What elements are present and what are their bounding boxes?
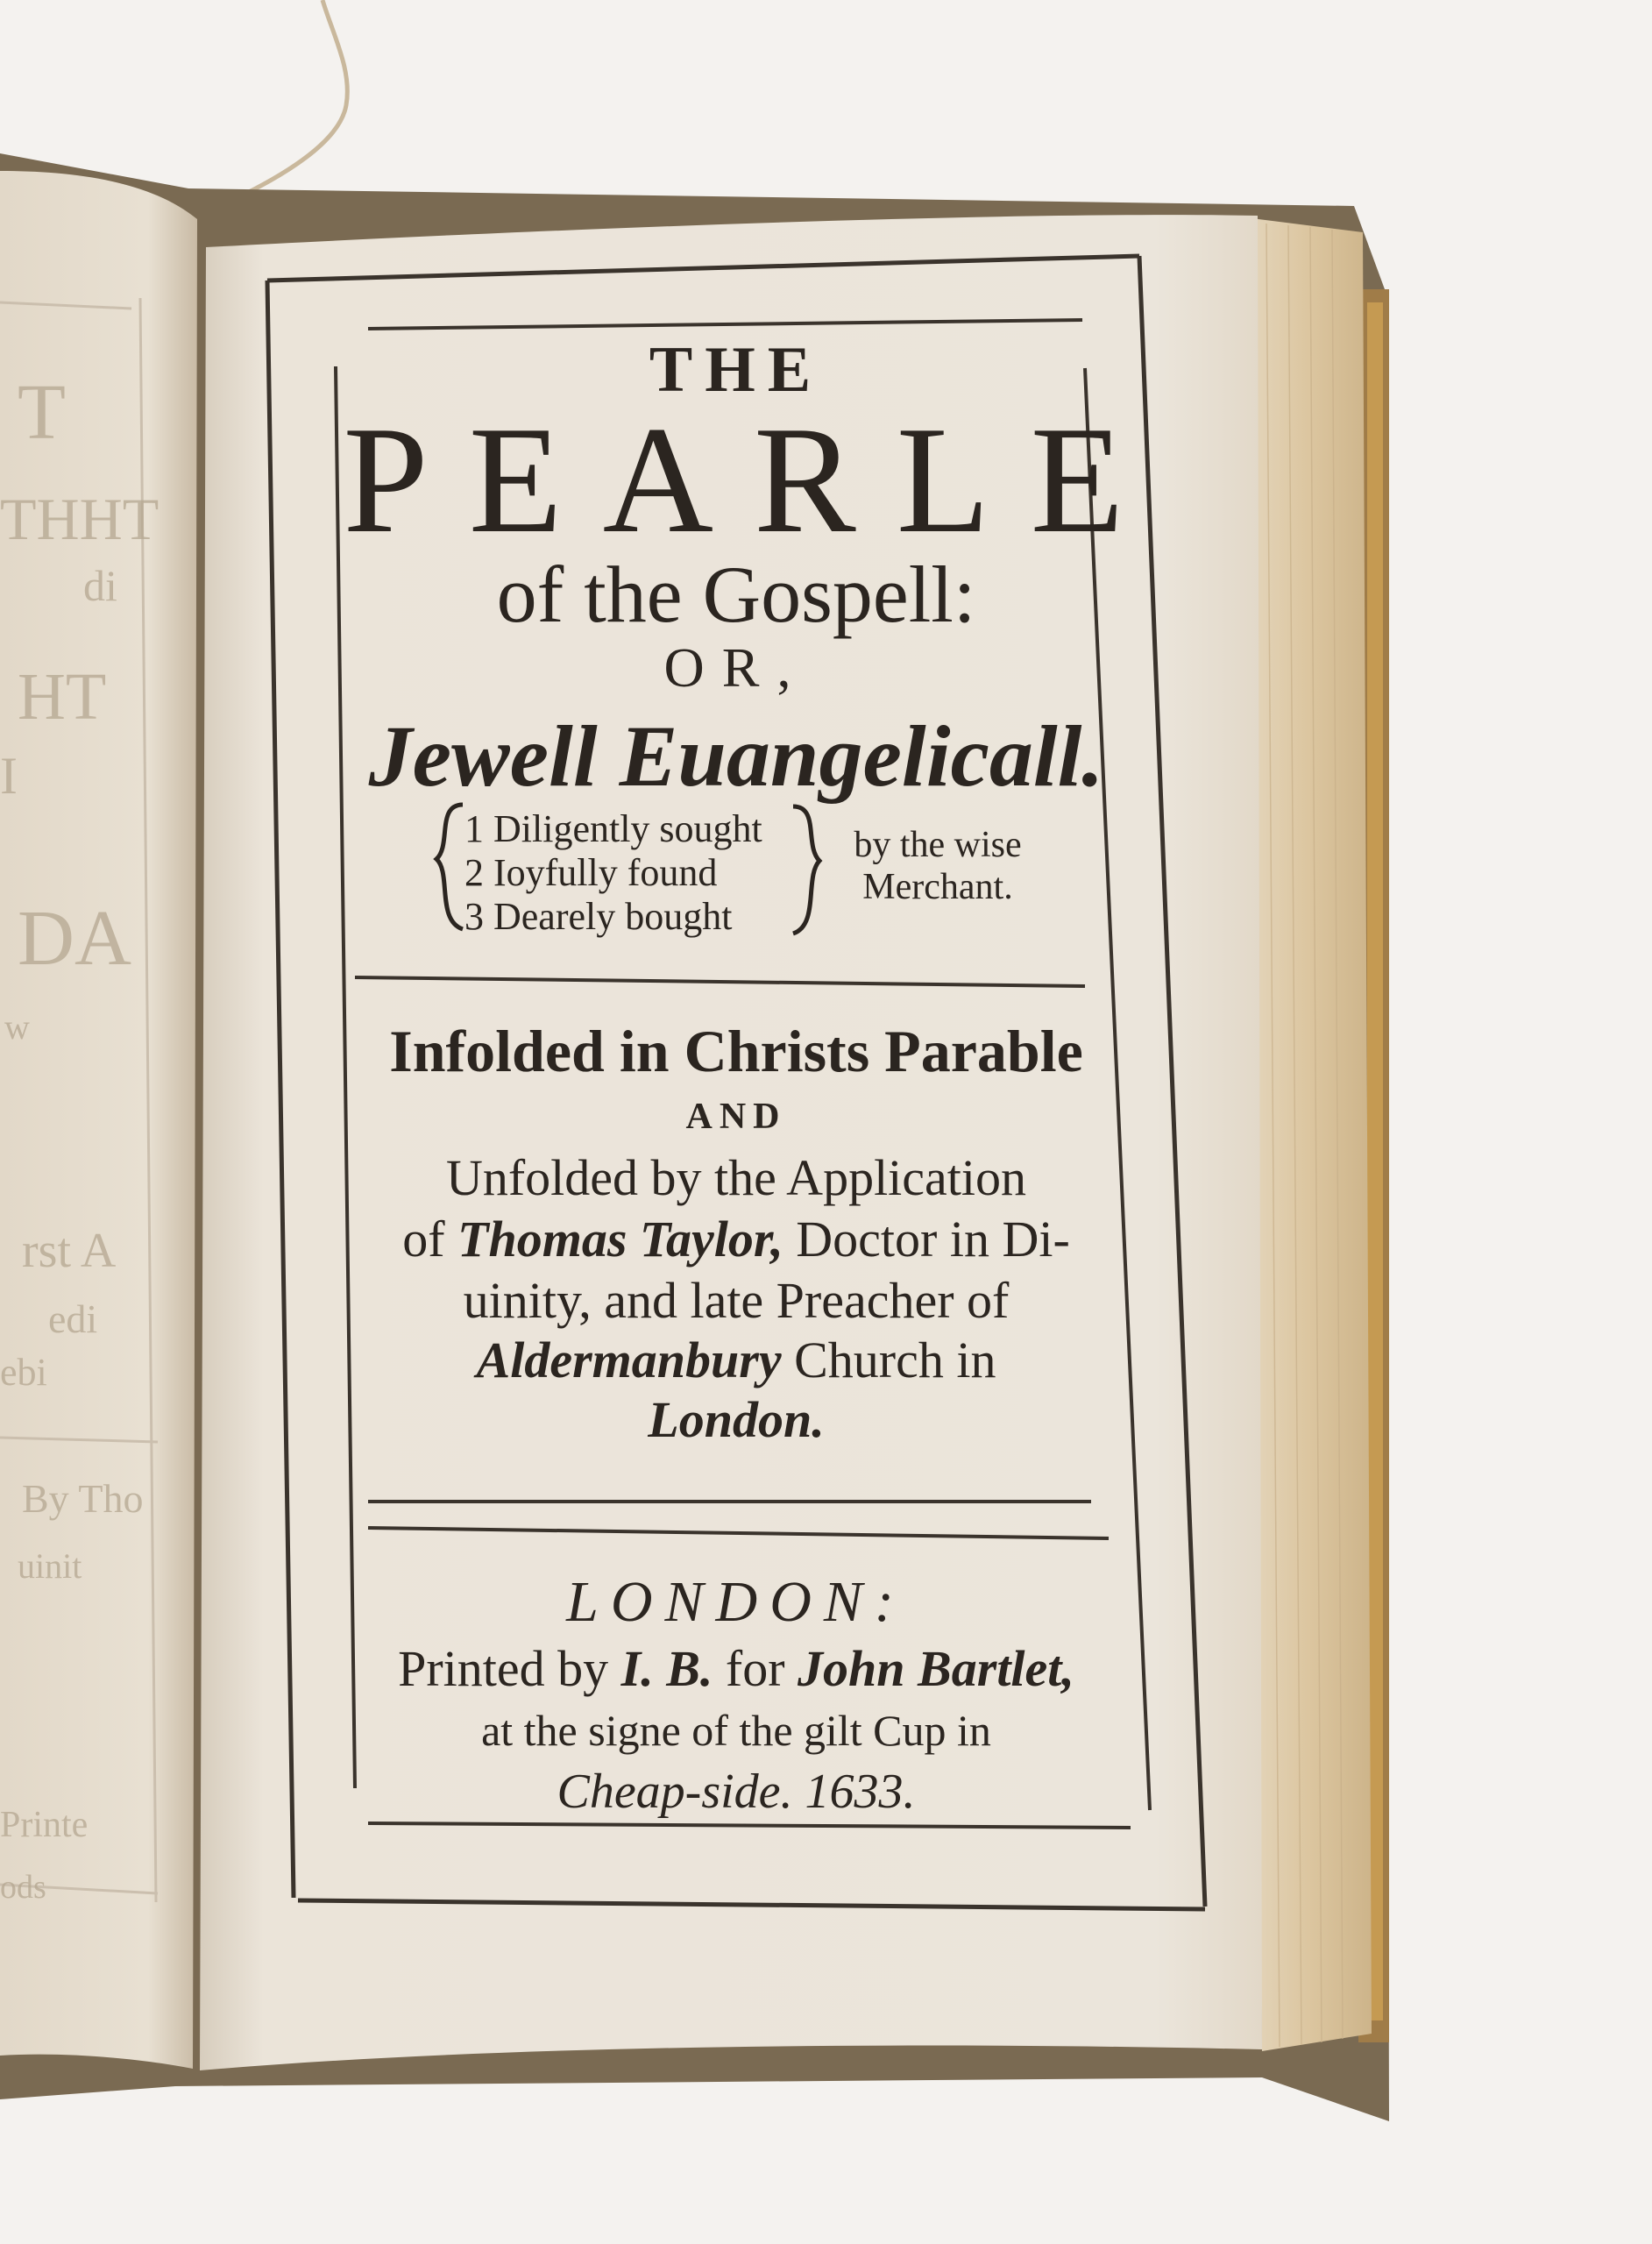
left-fragment-14: ods xyxy=(0,1869,46,1906)
title-gospell: of the Gospell: xyxy=(496,550,976,639)
left-fragment-11: By Tho xyxy=(22,1476,144,1521)
left-fragment-1: T xyxy=(18,369,66,456)
church-line xyxy=(263,1331,1209,1389)
page-edges xyxy=(1244,217,1372,2051)
title-pearle: PEARLE xyxy=(343,394,1165,565)
left-fragment-6: DA xyxy=(18,895,131,982)
left-fragment-8: rst A xyxy=(22,1224,117,1278)
london-line: London. xyxy=(648,1391,825,1448)
author-name: Thomas Taylor, xyxy=(457,1211,783,1268)
left-fragment-9: edi xyxy=(48,1296,98,1341)
left-fragment-4: HT xyxy=(18,660,107,734)
doctor-text: Doctor in Di- xyxy=(796,1211,1070,1268)
uinity-line: uinity, and late Preacher of xyxy=(463,1272,1010,1329)
of-word: of xyxy=(402,1211,445,1268)
printed-by-line xyxy=(263,1639,1209,1698)
and-line: AND xyxy=(685,1097,787,1137)
church-in: Church in xyxy=(794,1331,996,1388)
title-or: OR, xyxy=(663,636,809,699)
infolded-line: Infolded in Christs Parable xyxy=(389,1018,1083,1084)
unfolded-line: Unfolded by the Application xyxy=(445,1149,1027,1206)
cheapside-line xyxy=(263,1764,1209,1820)
list-item: 1 Diligently sought xyxy=(464,807,762,850)
printed-by: Printed by xyxy=(398,1640,609,1697)
title-page xyxy=(263,263,1209,1911)
left-fragment-3: di xyxy=(83,561,117,610)
publisher: John Bartlet, xyxy=(798,1640,1074,1697)
imprint-city: LONDON: xyxy=(566,1570,906,1634)
sought-found-bought-list xyxy=(438,802,1034,951)
cheapside: Cheap-side. xyxy=(557,1765,793,1819)
title-the: THE xyxy=(649,334,824,406)
wise-merchant: by the wise Merchant. xyxy=(854,825,1022,908)
left-fragment-12: uinit xyxy=(18,1546,82,1586)
year: 1633. xyxy=(805,1765,916,1819)
list-item: 3 Dearely bought xyxy=(464,895,733,938)
left-fragment-5: I xyxy=(0,747,18,805)
church-name: Aldermanbury xyxy=(476,1331,782,1388)
printer: I. B. xyxy=(620,1640,713,1697)
left-fragment-13: Printe xyxy=(0,1805,89,1845)
list-item: 2 Ioyfully found xyxy=(464,851,718,894)
for-word: for xyxy=(725,1640,785,1697)
left-fragment-10: ebi xyxy=(0,1351,47,1394)
signe-line: at the signe of the gilt Cup in xyxy=(481,1706,991,1755)
author-line xyxy=(263,1210,1209,1268)
left-fragment-2: THHT xyxy=(0,486,160,552)
title-jewell: Jewell Euangelicall. xyxy=(368,707,1104,805)
left-fragment-7: w xyxy=(4,1007,30,1047)
